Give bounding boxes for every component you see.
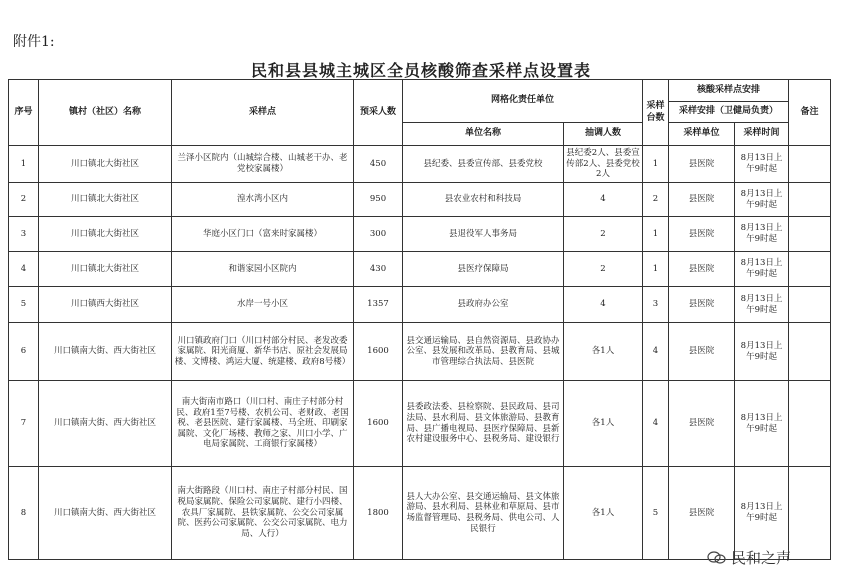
watermark-text: 民和之声 <box>731 549 792 567</box>
header-arrangement-sub: 采样安排（卫健局负责） <box>669 102 789 123</box>
cell-seq: 2 <box>9 183 39 217</box>
table-row <box>9 146 831 183</box>
cell-expected: 1357 <box>354 287 403 323</box>
cell-staff: 各1人 <box>564 323 643 381</box>
table-row <box>9 467 831 560</box>
cell-unit: 县人大办公室、县交通运输局、县文体旅游局、县水利局、县林业和草原局、县市场监督管理局、县税务局、供电公司、人民银行 <box>403 467 564 560</box>
header-grid-unit: 网格化责任单位 <box>403 80 643 123</box>
cell-expected: 300 <box>354 217 403 252</box>
cell-sampling-unit: 县医院 <box>669 183 735 217</box>
wechat-icon <box>707 551 727 565</box>
cell-remark <box>789 467 831 560</box>
header-seq: 序号 <box>9 80 39 146</box>
cell-seq: 3 <box>9 217 39 252</box>
cell-seq: 5 <box>9 287 39 323</box>
cell-staff: 4 <box>564 287 643 323</box>
cell-staff: 2 <box>564 217 643 252</box>
cell-stations: 2 <box>643 183 669 217</box>
cell-expected: 450 <box>354 146 403 183</box>
cell-stations: 1 <box>643 146 669 183</box>
cell-site: 兰泽小区院内（山城综合楼、山城老干办、老党校家属楼） <box>172 146 354 183</box>
cell-time: 8月13日上午9时起 <box>735 217 789 252</box>
table-row <box>9 381 831 467</box>
cell-remark <box>789 323 831 381</box>
cell-sampling-unit: 县医院 <box>669 467 735 560</box>
cell-village: 川口镇南大街、西大街社区 <box>39 323 172 381</box>
cell-time: 8月13日上午9时起 <box>735 146 789 183</box>
cell-seq: 8 <box>9 467 39 560</box>
cell-seq: 4 <box>9 252 39 287</box>
cell-expected: 1600 <box>354 381 403 467</box>
header-expected: 预采人数 <box>354 80 403 146</box>
cell-staff: 各1人 <box>564 381 643 467</box>
cell-seq: 1 <box>9 146 39 183</box>
cell-stations: 3 <box>643 287 669 323</box>
cell-unit: 县退役军人事务局 <box>403 217 564 252</box>
cell-remark <box>789 217 831 252</box>
header-village: 镇村（社区）名称 <box>39 80 172 146</box>
cell-sampling-unit: 县医院 <box>669 217 735 252</box>
header-unit-name: 单位名称 <box>403 123 564 146</box>
cell-site: 川口镇政府门口（川口村部分村民、老发改委家属院、阳光商厦、新华书店、原社会发展局楼、文博楼、鸿运大厦、统建楼、政府8号楼） <box>172 323 354 381</box>
cell-village: 川口镇南大街、西大街社区 <box>39 381 172 467</box>
cell-unit: 县农业农村和科技局 <box>403 183 564 217</box>
cell-time: 8月13日上午9时起 <box>735 467 789 560</box>
cell-sampling-unit: 县医院 <box>669 287 735 323</box>
cell-site: 南大街路段（川口村、南庄子村部分村民、国税局家属院、保险公司家属院、建行小四楼、农具厂家属院、县铁家属院、公交公司家属院、医药公司家属院、公交公司家属院、电力局、人行） <box>172 467 354 560</box>
cell-stations: 1 <box>643 217 669 252</box>
cell-expected: 1600 <box>354 323 403 381</box>
cell-unit: 县委政法委、县检察院、县民政局、县司法局、县水利局、县文体旅游局、县教育局、县广播电视局、县医疗保障局、县新农村建设服务中心、县税务局、建设银行 <box>403 381 564 467</box>
cell-time: 8月13日上午9时起 <box>735 252 789 287</box>
cell-sampling-unit: 县医院 <box>669 381 735 467</box>
cell-staff: 2 <box>564 252 643 287</box>
cell-unit: 县医疗保障局 <box>403 252 564 287</box>
cell-expected: 1800 <box>354 467 403 560</box>
cell-village: 川口镇北大街社区 <box>39 183 172 217</box>
table-row <box>9 183 831 217</box>
cell-time: 8月13日上午9时起 <box>735 323 789 381</box>
cell-time: 8月13日上午9时起 <box>735 381 789 467</box>
cell-village: 川口镇北大街社区 <box>39 252 172 287</box>
header-staff: 抽调人数 <box>564 123 643 146</box>
cell-staff: 4 <box>564 183 643 217</box>
cell-seq: 7 <box>9 381 39 467</box>
cell-stations: 4 <box>643 323 669 381</box>
cell-staff: 县纪委2人、县委宣传部2人、县委党校2人 <box>564 146 643 183</box>
table-row <box>9 323 831 381</box>
cell-village: 川口镇西大街社区 <box>39 287 172 323</box>
cell-staff: 各1人 <box>564 467 643 560</box>
header-site: 采样点 <box>172 80 354 146</box>
cell-unit: 县交通运输局、县自然资源局、县政协办公室、县发展和改革局、县教育局、县城市管理综合执法局、县医院 <box>403 323 564 381</box>
cell-unit: 县政府办公室 <box>403 287 564 323</box>
watermark <box>707 547 791 568</box>
cell-site: 湟水湾小区内 <box>172 183 354 217</box>
cell-site: 南大街南市路口（川口村、南庄子村部分村民、政府1至7号楼、农机公司、老财政、老国税、老县医院、建行家属楼、马全班、印刷家属院、文化厂场楼、教师之家、川口小学、广电局家属院、工商银行家属楼） <box>172 381 354 467</box>
cell-village: 川口镇北大街社区 <box>39 146 172 183</box>
cell-stations: 1 <box>643 252 669 287</box>
cell-stations: 5 <box>643 467 669 560</box>
cell-unit: 县纪委、县委宣传部、县委党校 <box>403 146 564 183</box>
table-row <box>9 217 831 252</box>
header-remark: 备注 <box>789 80 831 146</box>
header-sampling-time: 采样时间 <box>735 123 789 146</box>
cell-site: 水岸一号小区 <box>172 287 354 323</box>
cell-site: 和谐家园小区院内 <box>172 252 354 287</box>
cell-remark <box>789 252 831 287</box>
header-stations: 采样台数 <box>643 80 669 146</box>
cell-sampling-unit: 县医院 <box>669 146 735 183</box>
cell-sampling-unit: 县医院 <box>669 252 735 287</box>
page-title: 民和县县城主城区全员核酸筛查采样点设置表 <box>250 61 591 80</box>
cell-seq: 6 <box>9 323 39 381</box>
cell-expected: 950 <box>354 183 403 217</box>
cell-village: 川口镇南大街、西大街社区 <box>39 467 172 560</box>
cell-stations: 4 <box>643 381 669 467</box>
table-row <box>9 287 831 323</box>
header-arrangement: 核酸采样点安排 <box>669 80 789 102</box>
cell-time: 8月13日上午9时起 <box>735 183 789 217</box>
cell-expected: 430 <box>354 252 403 287</box>
attachment-label: 附件1: <box>13 34 55 50</box>
cell-remark <box>789 381 831 467</box>
cell-remark <box>789 183 831 217</box>
cell-time: 8月13日上午9时起 <box>735 287 789 323</box>
sampling-sites-table <box>8 79 831 560</box>
cell-site: 华庭小区门口（富来时家属楼） <box>172 217 354 252</box>
table-row <box>9 252 831 287</box>
cell-remark <box>789 146 831 183</box>
header-sampling-unit: 采样单位 <box>669 123 735 146</box>
cell-remark <box>789 287 831 323</box>
cell-village: 川口镇北大街社区 <box>39 217 172 252</box>
cell-sampling-unit: 县医院 <box>669 323 735 381</box>
